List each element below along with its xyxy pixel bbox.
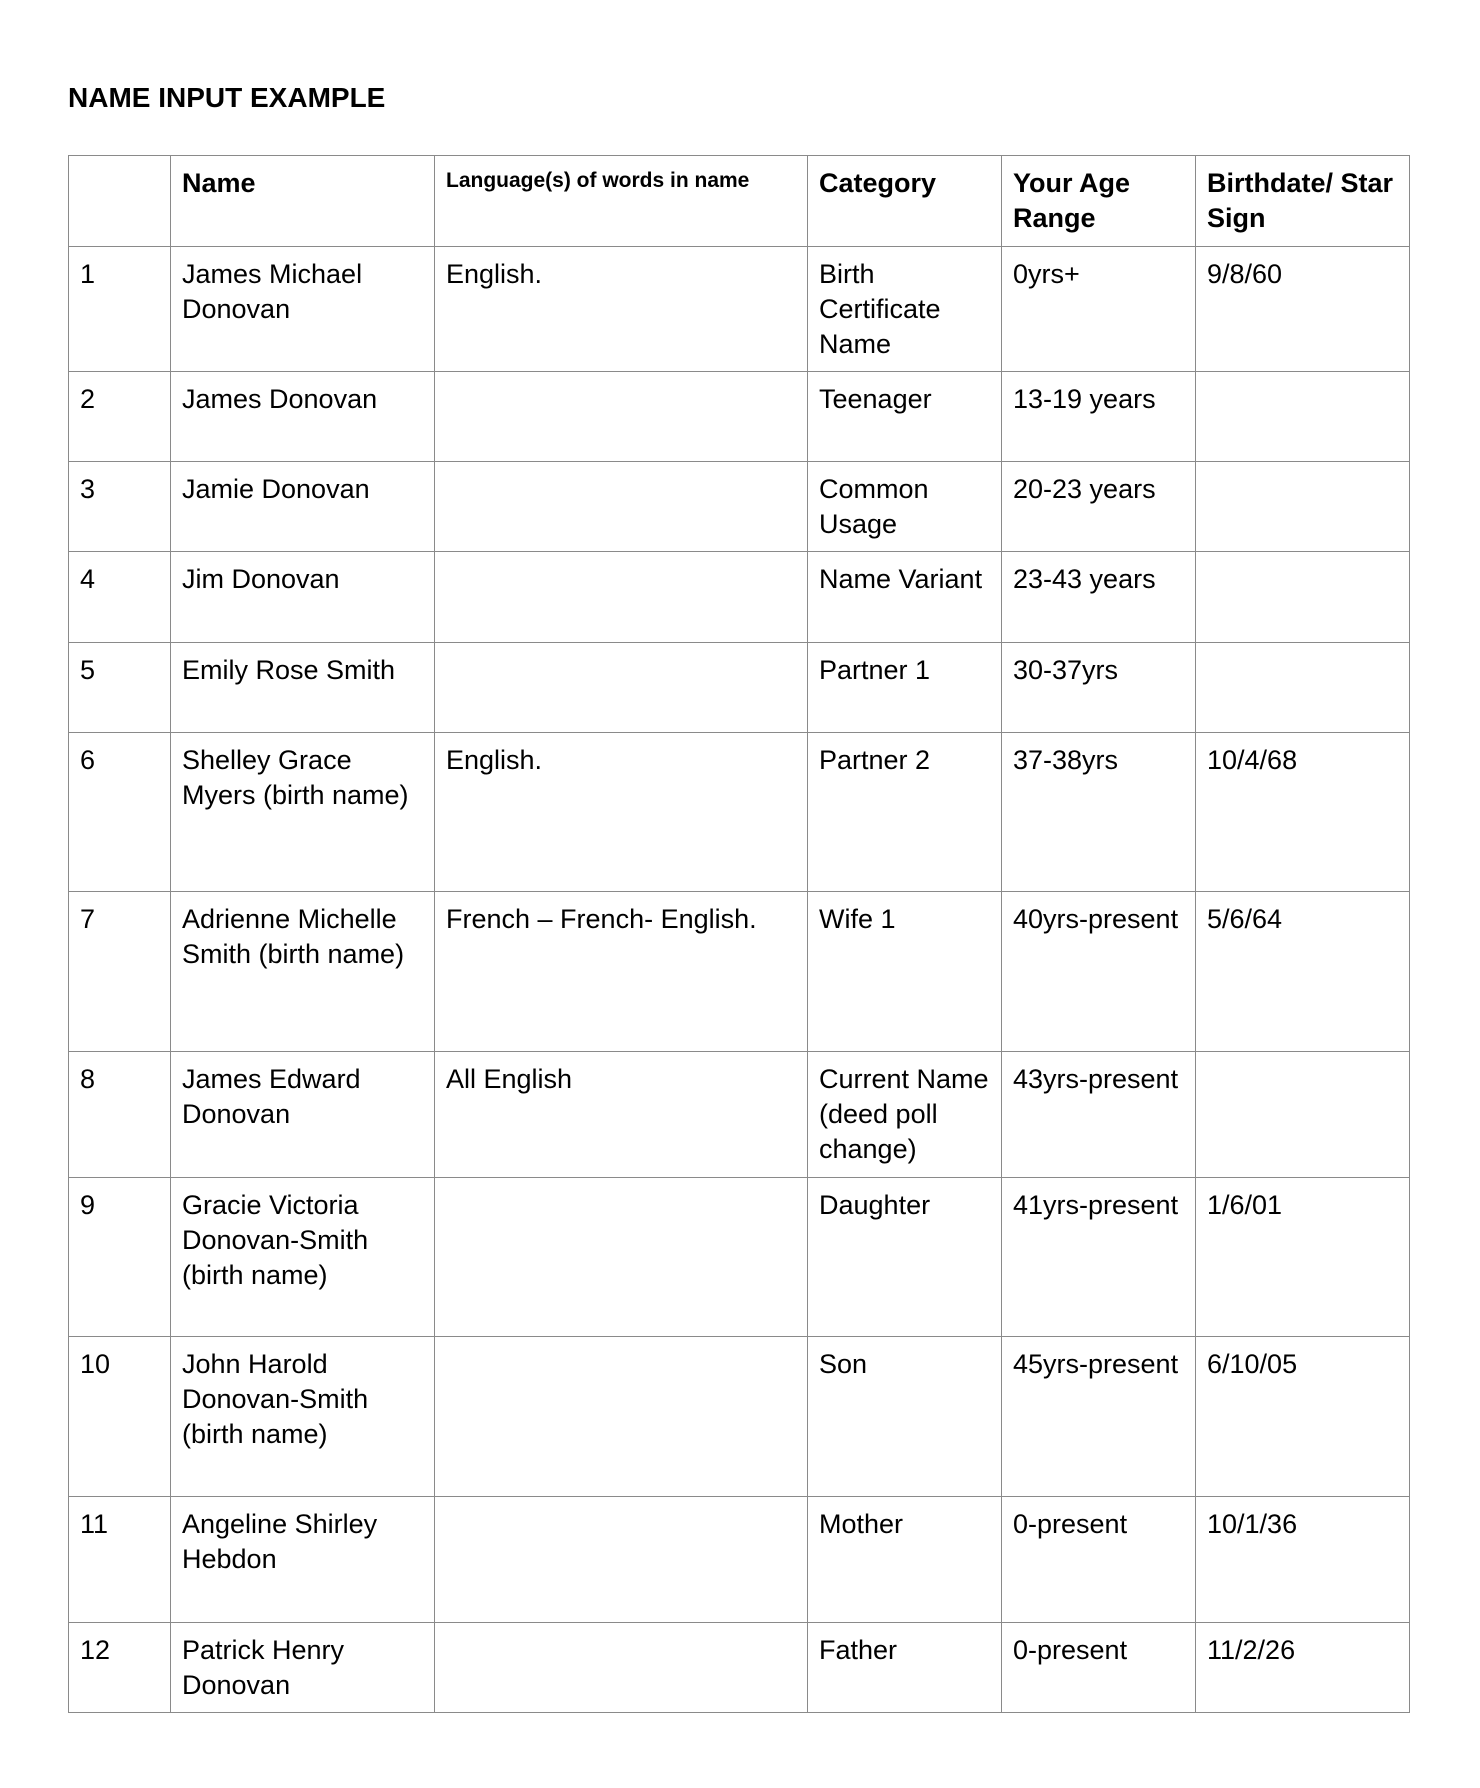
cell-age-range: 23-43 years: [1002, 552, 1196, 643]
cell-number: 12: [69, 1623, 171, 1713]
cell-name: Shelley Grace Myers (birth name): [171, 733, 435, 892]
cell-age-range: 45yrs-present: [1002, 1337, 1196, 1497]
table-row: [69, 892, 1410, 1052]
cell-age-range: 41yrs-present: [1002, 1178, 1196, 1337]
cell-name: James Michael Donovan: [171, 247, 435, 372]
cell-age-range: 30-37yrs: [1002, 643, 1196, 733]
table-row: [69, 733, 1410, 892]
cell-number: 1: [69, 247, 171, 372]
cell-name: Emily Rose Smith: [171, 643, 435, 733]
cell-category: Teenager: [808, 372, 1002, 462]
cell-name: Jim Donovan: [171, 552, 435, 643]
cell-name: Jamie Donovan: [171, 462, 435, 552]
header-index: [69, 156, 171, 247]
cell-age-range: 43yrs-present: [1002, 1052, 1196, 1178]
cell-birthdate: 6/10/05: [1196, 1337, 1410, 1497]
cell-birthdate: [1196, 372, 1410, 462]
cell-age-range: 13-19 years: [1002, 372, 1196, 462]
cell-number: 5: [69, 643, 171, 733]
cell-birthdate: [1196, 1052, 1410, 1178]
header-name: Name: [171, 156, 435, 247]
cell-number: 7: [69, 892, 171, 1052]
cell-birthdate: 10/4/68: [1196, 733, 1410, 892]
cell-name: Patrick Henry Donovan: [171, 1623, 435, 1713]
cell-birthdate: 1/6/01: [1196, 1178, 1410, 1337]
document-title: NAME INPUT EXAMPLE: [68, 82, 386, 113]
table-row: [69, 1178, 1410, 1337]
table-header-row: [69, 156, 1410, 247]
table-row: [69, 1497, 1410, 1623]
cell-birthdate: [1196, 462, 1410, 552]
table-row: [69, 1337, 1410, 1497]
cell-birthdate: [1196, 552, 1410, 643]
cell-number: 4: [69, 552, 171, 643]
table-row: [69, 552, 1410, 643]
table-body: [69, 247, 1410, 1713]
cell-language: [435, 1623, 808, 1713]
header-category: Category: [808, 156, 1002, 247]
cell-language: English.: [435, 733, 808, 892]
cell-number: 2: [69, 372, 171, 462]
cell-birthdate: [1196, 643, 1410, 733]
cell-number: 10: [69, 1337, 171, 1497]
cell-name: James Donovan: [171, 372, 435, 462]
cell-category: Current Name (deed poll change): [808, 1052, 1002, 1178]
cell-category: Mother: [808, 1497, 1002, 1623]
table-row: [69, 1052, 1410, 1178]
cell-age-range: 0-present: [1002, 1623, 1196, 1713]
cell-name: Adrienne Michelle Smith (birth name): [171, 892, 435, 1052]
cell-language: [435, 372, 808, 462]
table-row: [69, 643, 1410, 733]
cell-name: James Edward Donovan: [171, 1052, 435, 1178]
cell-language: [435, 643, 808, 733]
cell-language: [435, 1178, 808, 1337]
cell-name: John Harold Donovan-Smith (birth name): [171, 1337, 435, 1497]
header-age-range: Your Age Range: [1002, 156, 1196, 247]
cell-age-range: 20-23 years: [1002, 462, 1196, 552]
cell-language: [435, 462, 808, 552]
cell-age-range: 0yrs+: [1002, 247, 1196, 372]
cell-number: 6: [69, 733, 171, 892]
cell-category: Father: [808, 1623, 1002, 1713]
cell-number: 9: [69, 1178, 171, 1337]
cell-language: [435, 1497, 808, 1623]
cell-name: Gracie Victoria Donovan-Smith (birth name): [171, 1178, 435, 1337]
cell-number: 8: [69, 1052, 171, 1178]
table-row: [69, 1623, 1410, 1713]
cell-name: Angeline Shirley Hebdon: [171, 1497, 435, 1623]
cell-birthdate: 5/6/64: [1196, 892, 1410, 1052]
cell-birthdate: 9/8/60: [1196, 247, 1410, 372]
cell-birthdate: 10/1/36: [1196, 1497, 1410, 1623]
table-row: [69, 462, 1410, 552]
table-row: [69, 372, 1410, 462]
cell-birthdate: 11/2/26: [1196, 1623, 1410, 1713]
cell-age-range: 37-38yrs: [1002, 733, 1196, 892]
cell-category: Partner 2: [808, 733, 1002, 892]
cell-category: Name Variant: [808, 552, 1002, 643]
cell-number: 3: [69, 462, 171, 552]
cell-category: Partner 1: [808, 643, 1002, 733]
cell-category: Birth Certificate Name: [808, 247, 1002, 372]
cell-language: English.: [435, 247, 808, 372]
header-birthdate: Birthdate/ Star Sign: [1196, 156, 1410, 247]
cell-language: [435, 552, 808, 643]
cell-language: [435, 1337, 808, 1497]
cell-language: French – French- English.: [435, 892, 808, 1052]
cell-category: Son: [808, 1337, 1002, 1497]
cell-category: Wife 1: [808, 892, 1002, 1052]
cell-category: Common Usage: [808, 462, 1002, 552]
cell-category: Daughter: [808, 1178, 1002, 1337]
cell-age-range: 40yrs-present: [1002, 892, 1196, 1052]
header-language: Language(s) of words in name: [435, 156, 808, 247]
name-input-table: [68, 155, 1410, 1713]
cell-age-range: 0-present: [1002, 1497, 1196, 1623]
cell-number: 11: [69, 1497, 171, 1623]
cell-language: All English: [435, 1052, 808, 1178]
table-row: [69, 247, 1410, 372]
